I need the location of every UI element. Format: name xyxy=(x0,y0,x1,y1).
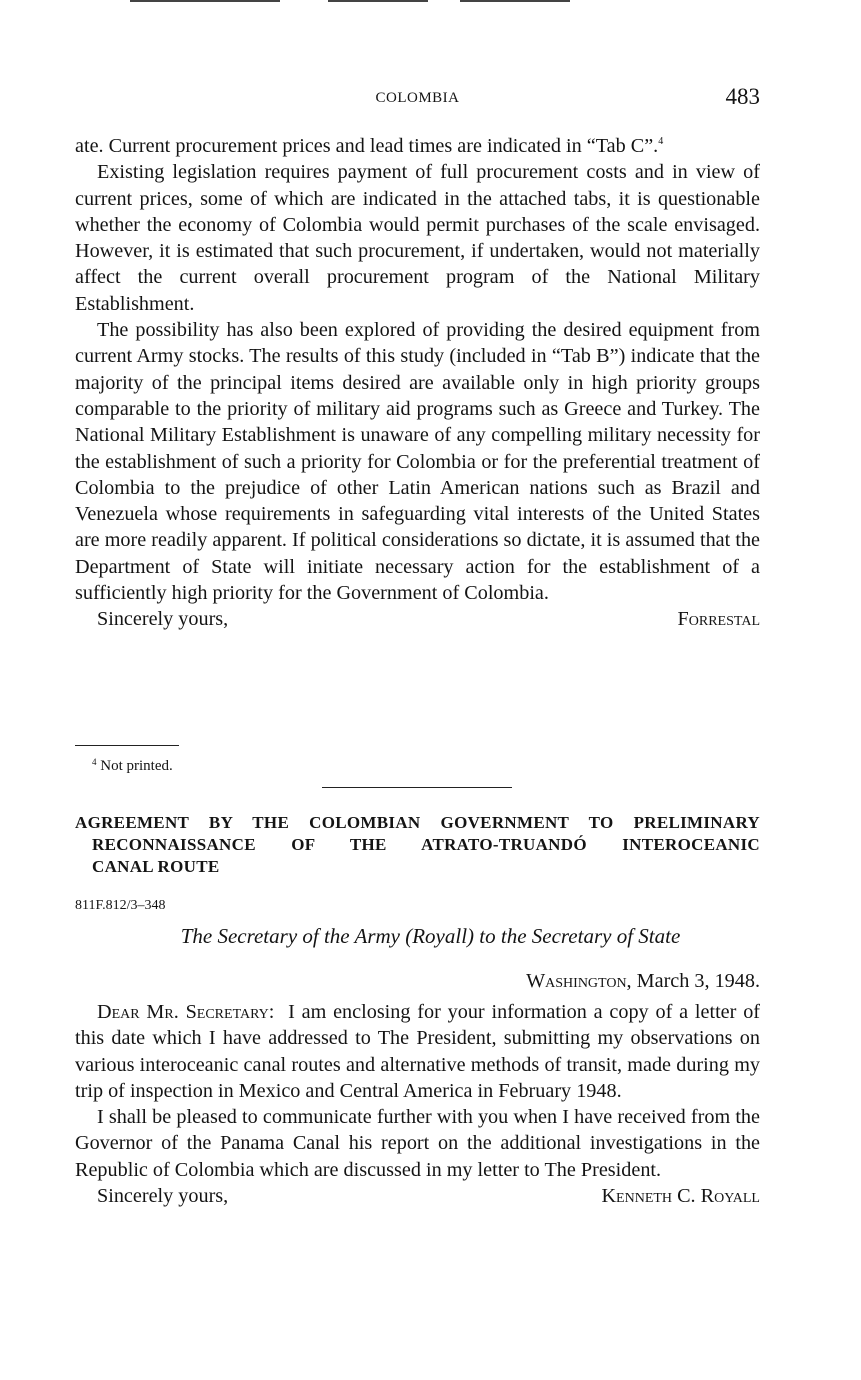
letter-continuation xyxy=(75,129,760,632)
signature: Kenneth C. Royall xyxy=(601,1185,760,1208)
paragraph-tab-c: ate. Current procurement prices and lead times are indicated in “Tab C”.$^4$ xyxy=(75,135,664,157)
paragraph-governor-report: I shall be pleased to communicate further with you when I have received from the Governor of the Panama Canal his report on the additional investigations in the Republic of Colombia which are discussed in my letter to The President. xyxy=(75,1106,760,1181)
dateline-date: March 3, 1948. xyxy=(636,970,760,992)
running-head: COLOMBIA xyxy=(375,90,460,106)
footnote-text: Not printed. xyxy=(100,758,173,774)
footnote-reference: 4 xyxy=(658,136,664,147)
dateline xyxy=(526,970,760,993)
heading-line: CANAL ROUTE xyxy=(92,857,220,876)
paragraph-legislation: Existing legislation requires payment of full procurement costs and in view of current prices, some of which are indicated in the attached tabs, it is questionable whether the economy of Colombia would permit purchases of the scale envisaged. However, it is estimated that such procurement, if undertaken, would not materially affect the current overall procurement program of the National Military Establishment. xyxy=(75,161,760,315)
section-heading xyxy=(75,812,760,878)
complimentary-close: Sincerely yours, xyxy=(97,608,229,631)
footnote xyxy=(92,757,173,775)
heading-line: AGREEMENT BY THE COLOMBIAN GOVERNMENT TO PRELIMINARY xyxy=(75,813,760,832)
signature-line xyxy=(75,606,760,632)
dateline-place: Washington, xyxy=(526,970,632,992)
salutation: Dear Mr. Secretary: xyxy=(97,1001,275,1023)
section-separator xyxy=(322,787,512,788)
signature: Forrestal xyxy=(677,608,760,631)
scan-edge-marks xyxy=(130,0,570,2)
paragraph-army-stocks: The possibility has also been explored of providing the desired equipment from current Army stocks. The results of this study (included in “Tab B”) indicate that the majority of the principal items desired are available only in high priority groups comparable to the priority of military aid programs such as Greece and Turkey. The National Military Establishment is unaware of any compelling military necessity for the establishment of such a priority for Colombia or for the preferential treatment of Colombia to the prejudice of other Latin American nations such as Brazil and Venezuela whose requirements in safeguarding vital interests of the United States are more readily apparent. If political considerations so dictate, it is assumed that the Department of State will initiate necessary action for the establishment of a sufficiently high priority for the Government of Colombia. xyxy=(75,319,760,605)
signature-line xyxy=(75,1183,760,1209)
footnote-rule xyxy=(75,745,179,746)
royall-letter xyxy=(75,999,760,1209)
page-header xyxy=(75,84,760,114)
document-title: The Secretary of the Army (Royall) to the Secretary of State xyxy=(180,924,681,948)
file-number: 811F.812/3–348 xyxy=(75,898,166,913)
footnote-marker: 4 xyxy=(92,757,97,767)
complimentary-close: Sincerely yours, xyxy=(97,1185,229,1208)
heading-line: RECONNAISSANCE OF THE ATRATO-TRUANDÓ INTEROCEANIC xyxy=(92,835,760,854)
paragraph-enclosure: Dear Mr. Secretary: I am enclosing for your information a copy of a letter of this date which I have addressed to The President, submitting my observations on various interoceanic canal routes and alternative methods of transit, made during my trip of inspection in Mexico and Central America in February 1948. xyxy=(75,1001,761,1102)
page-number: 483 xyxy=(725,84,760,109)
